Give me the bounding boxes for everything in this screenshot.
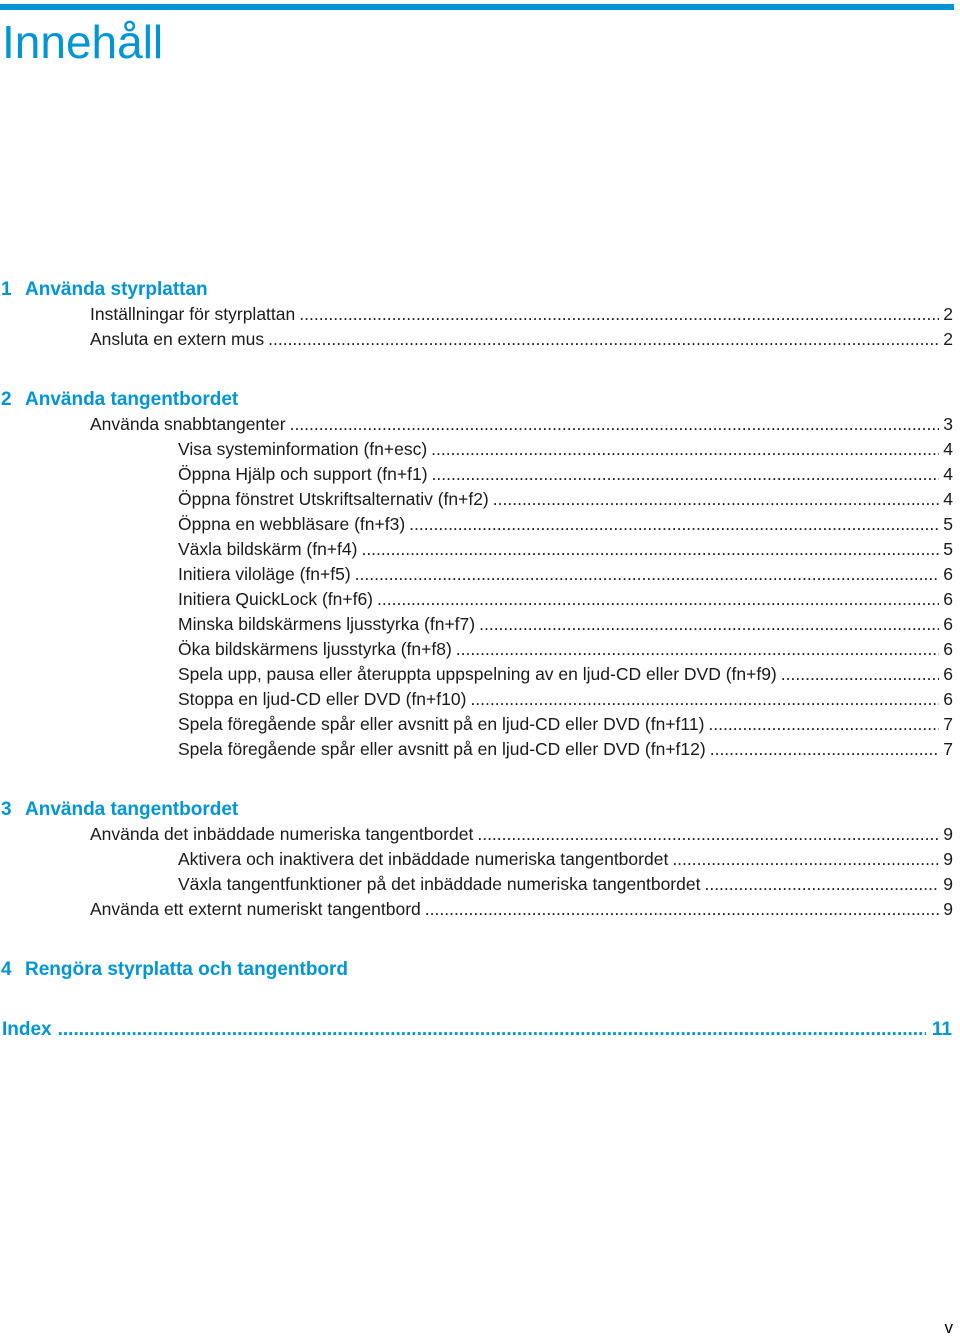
index-label: Index: [2, 1019, 52, 1040]
page-number: v: [944, 1318, 953, 1337]
toc-subentry[interactable]: [178, 562, 953, 587]
toc-subentry[interactable]: [178, 587, 953, 612]
toc-entry-label: Initiera QuickLock (fn+f6): [178, 589, 374, 609]
toc-entry-page: 9: [943, 874, 953, 894]
toc-entry-label: Använda snabbtangenter: [90, 414, 286, 434]
toc-subentry[interactable]: [178, 847, 953, 872]
toc-chapter-3[interactable]: [0, 797, 238, 823]
toc-entry-page: 6: [943, 639, 953, 659]
toc-entry-page: 6: [943, 564, 953, 584]
toc-subentry[interactable]: [178, 537, 953, 562]
header-rule: [0, 4, 954, 10]
toc-subentry[interactable]: [178, 512, 953, 537]
dot-leader: [355, 562, 940, 587]
dot-leader: [409, 512, 939, 537]
dot-leader: [493, 487, 940, 512]
chapter-title: Rengöra styrplatta och tangentbord: [25, 959, 349, 980]
toc-entry-page: 9: [943, 824, 953, 844]
dot-leader: [431, 437, 939, 462]
toc-entry-label: Spela föregående spår eller avsnitt på en ljud-CD eller DVD (fn+f11): [178, 714, 705, 734]
toc-subentry[interactable]: [178, 662, 953, 687]
index-page: 11: [931, 1019, 952, 1040]
toc-entry-label: Använda ett externt numeriskt tangentbord: [90, 899, 421, 919]
dot-leader: [425, 897, 940, 922]
toc-entry-page: 2: [943, 329, 953, 349]
toc-entry-label: Växla bildskärm (fn+f4): [178, 539, 358, 559]
toc-subentry[interactable]: [178, 872, 953, 897]
toc-entry-label: Öppna en webbläsare (fn+f3): [178, 514, 406, 534]
toc-entry-page: 9: [943, 849, 953, 869]
chapter-number: 1: [1, 279, 12, 300]
toc-entry[interactable]: [90, 302, 953, 327]
chapter-number: 3: [1, 799, 12, 820]
toc-subentry[interactable]: [178, 737, 953, 762]
toc-chapter-4[interactable]: [0, 957, 348, 983]
toc-entry-label: Öppna fönstret Utskriftsalternativ (fn+f2): [178, 489, 489, 509]
dot-leader: [58, 1017, 926, 1043]
dot-leader: [432, 462, 940, 487]
dot-leader: [710, 737, 940, 762]
toc-entry[interactable]: [90, 412, 953, 437]
toc-entry-label: Aktivera och inaktivera det inbäddade numeriska tangentbordet: [178, 849, 669, 869]
toc-entry-page: 2: [943, 304, 953, 324]
dot-leader: [479, 612, 939, 637]
dot-leader: [477, 822, 939, 847]
dot-leader: [268, 327, 939, 352]
toc-entry-page: 9: [943, 899, 953, 919]
chapter-number: 4: [1, 959, 12, 980]
toc-subentry[interactable]: [178, 437, 953, 462]
toc-entry[interactable]: [90, 327, 953, 352]
toc-index-entry[interactable]: [0, 1017, 952, 1043]
toc-entry-label: Öka bildskärmens ljusstyrka (fn+f8): [178, 639, 452, 659]
toc-entry-page: 6: [943, 689, 953, 709]
toc-subentry[interactable]: [178, 487, 953, 512]
dot-leader: [290, 412, 940, 437]
dot-leader: [377, 587, 939, 612]
toc-entry-page: 4: [943, 439, 953, 459]
toc-entry-page: 5: [943, 539, 953, 559]
toc-entry-label: Växla tangentfunktioner på det inbäddade numeriska tangentbordet: [178, 874, 701, 894]
toc-subentry[interactable]: [178, 687, 953, 712]
toc-entry-label: Öppna Hjälp och support (fn+f1): [178, 464, 428, 484]
toc-entry-label: Visa systeminformation (fn+esc): [178, 439, 428, 459]
toc-entry-label: Initiera viloläge (fn+f5): [178, 564, 351, 584]
toc-subentry[interactable]: [178, 462, 953, 487]
chapter-number: 2: [1, 389, 12, 410]
chapter-title: Använda tangentbordet: [25, 799, 239, 820]
page-title: Innehåll: [2, 16, 164, 68]
toc-entry-page: 7: [943, 739, 953, 759]
toc-chapter-1[interactable]: [0, 277, 208, 303]
dot-leader: [299, 302, 939, 327]
dot-leader: [361, 537, 939, 562]
dot-leader: [470, 687, 939, 712]
toc-entry-label: Ansluta en extern mus: [90, 329, 265, 349]
toc-entry-page: 4: [943, 464, 953, 484]
toc-entry-label: Spela föregående spår eller avsnitt på en ljud-CD eller DVD (fn+f12): [178, 739, 706, 759]
dot-leader: [456, 637, 939, 662]
toc-entry-label: Använda det inbäddade numeriska tangentbordet: [90, 824, 474, 844]
toc-entry[interactable]: [90, 822, 953, 847]
chapter-title: Använda styrplattan: [25, 279, 208, 300]
toc-entry-page: 6: [943, 589, 953, 609]
toc-entry-page: 3: [943, 414, 953, 434]
dot-leader: [708, 712, 939, 737]
dot-leader: [672, 847, 939, 872]
toc-entry-page: 6: [943, 614, 953, 634]
chapter-title: Använda tangentbordet: [25, 389, 239, 410]
dot-leader: [704, 872, 939, 897]
dot-leader: [781, 662, 940, 687]
toc-entry-label: Stoppa en ljud-CD eller DVD (fn+f10): [178, 689, 467, 709]
toc-entry-page: 5: [943, 514, 953, 534]
toc-subentry[interactable]: [178, 637, 953, 662]
toc-entry-page: 7: [943, 714, 953, 734]
toc-entry-label: Inställningar för styrplattan: [90, 304, 296, 324]
toc-entry-label: Spela upp, pausa eller återuppta uppspelning av en ljud-CD eller DVD (fn+f9): [178, 664, 777, 684]
toc-entry-label: Minska bildskärmens ljusstyrka (fn+f7): [178, 614, 476, 634]
toc-entry-page: 6: [943, 664, 953, 684]
toc-entry-page: 4: [943, 489, 953, 509]
toc-chapter-2[interactable]: [0, 387, 238, 413]
toc-entry[interactable]: [90, 897, 953, 922]
toc-subentry[interactable]: [178, 712, 953, 737]
toc-subentry[interactable]: [178, 612, 953, 637]
